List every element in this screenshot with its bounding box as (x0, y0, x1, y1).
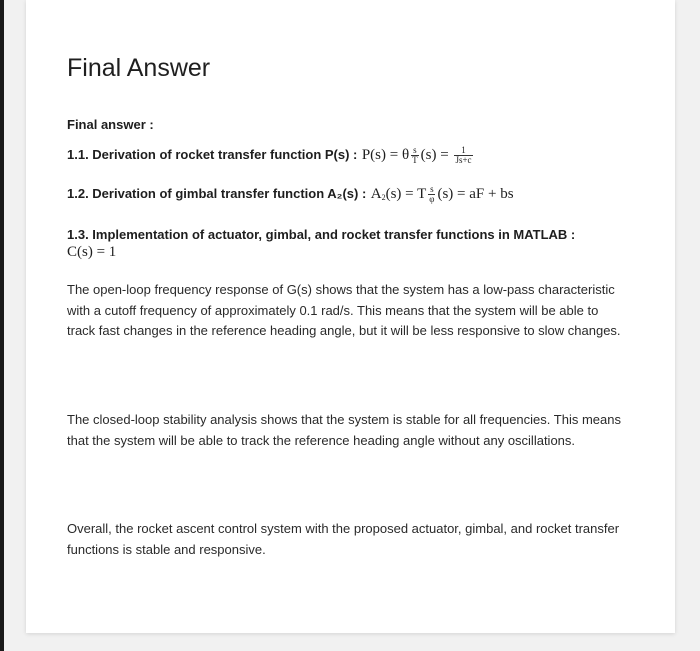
item-1-2 (67, 185, 514, 204)
math-c: (s) = aF + bs (437, 186, 514, 202)
fraction-denominator: Js+c (455, 155, 472, 166)
math-fraction (428, 185, 435, 204)
fraction-numerator: s (413, 145, 417, 156)
paragraph-open-loop: The open-loop frequency response of G(s) shows that the system has a low-pass characteristic with a cutoff frequency of approximately 0.1 rad/s. This means that the system will be able to track fast changes in the reference heading angle, but it will be less responsive to slow changes. (67, 282, 621, 338)
final-answer-label: Final answer : (67, 117, 154, 132)
item-1-1-label: 1.1. Derivation of rocket transfer function P(s) : (67, 147, 358, 162)
item-1-2-math (370, 184, 514, 205)
item-1-1 (67, 146, 475, 165)
math-lhs: P(s) = θ (361, 147, 410, 163)
math-a: A (370, 186, 382, 202)
page-title: Final Answer (67, 54, 211, 82)
fraction-denominator: T (412, 155, 418, 166)
math-b: (s) = T (385, 186, 427, 202)
math-mid: (s) = (420, 147, 449, 163)
fraction-denominator: φ (429, 194, 435, 205)
answer-card (26, 0, 675, 633)
paragraph-conclusion: Overall, the rocket ascent control system with the proposed actuator, gimbal, and rocket transfer functions is stable and responsive. (67, 521, 620, 557)
item-1-1-math (361, 145, 475, 166)
fraction-numerator: 1 (461, 145, 466, 156)
fraction-numerator: s (430, 184, 434, 195)
item-1-3-math: C(s) = 1 (67, 244, 117, 260)
item-1-3-label: 1.3. Implementation of actuator, gimbal, and rocket transfer functions in MATLAB : (67, 227, 576, 242)
paragraph-closed-loop: The closed-loop stability analysis shows that the system is stable for all frequencies. This means that the system will be able to track the reference heading angle without any oscillations. (67, 412, 621, 448)
window-left-edge (0, 0, 4, 651)
math-fraction (411, 146, 419, 165)
item-1-2-label: 1.2. Derivation of gimbal transfer function A₂(s) : (67, 186, 367, 201)
math-fraction (454, 146, 472, 165)
math-subscript: 2 (381, 193, 386, 202)
